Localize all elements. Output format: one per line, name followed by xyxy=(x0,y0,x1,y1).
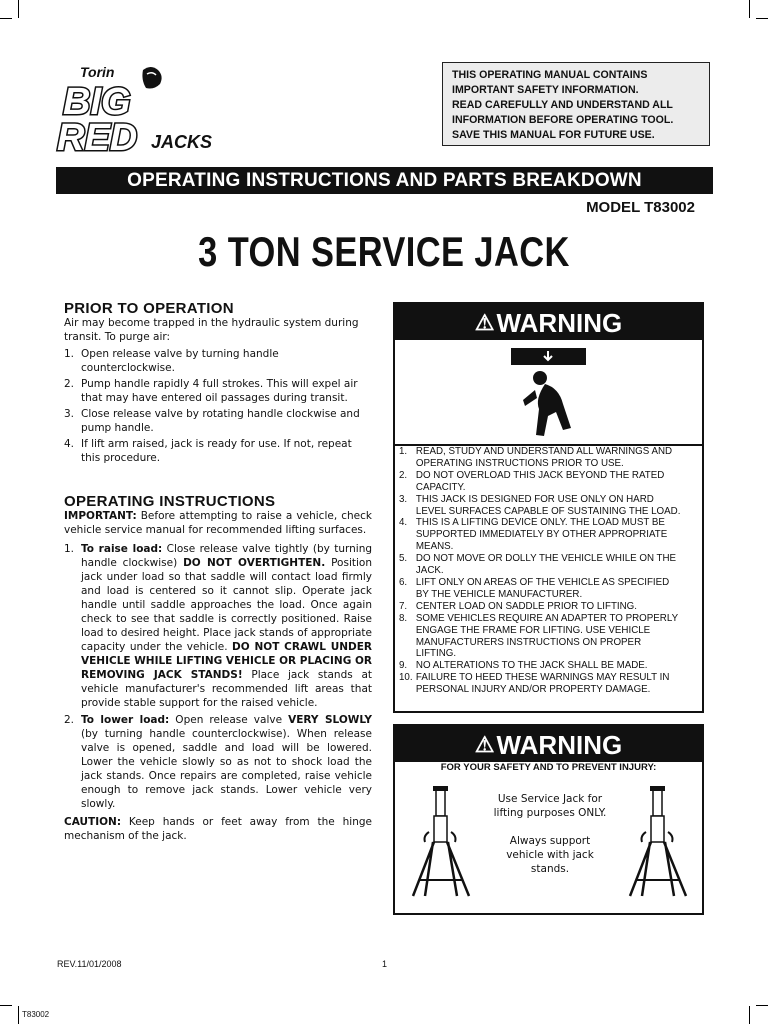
notice-line: IMPORTANT SAFETY INFORMATION. xyxy=(452,84,639,96)
revision-date: REV.11/01/2008 xyxy=(57,959,122,969)
list-item: 1. To raise load: Close release valve tightly (by turning handle clockwise) DO NOT OVERTIGHTEN. Position jack under load so that saddle will contact load firmly and load is centered so it cannot slip. Operate jack handle until saddle approaches the load. Once again check to see that saddle is correctly positioned. Raise load to desired height. Place jack stands of appropriate capacity under the vehicle. DO NOT CRAWL UNDER VEHICLE WHILE LIFTING VEHICLE OR PLACING OR REMOVING JACK STANDS! Place jack stands at vehicle manufacturer's recommended lift areas that provide stable support for the raised vehicle. xyxy=(64,543,373,709)
crop-mark xyxy=(749,1006,750,1024)
crop-mark xyxy=(0,18,12,19)
list-item: 3. THIS JACK IS DESIGNED FOR USE ONLY ON HARD LEVEL SURFACES CAPABLE OF SUSTAINING THE LOAD. xyxy=(399,493,681,517)
crop-mark xyxy=(18,1006,19,1024)
notice-line: READ CAREFULLY AND UNDERSTAND ALL xyxy=(452,99,673,111)
important-note: IMPORTANT: Before attempting to raise a vehicle, check vehicle service manual for recommended lifting surfaces. xyxy=(64,510,372,536)
list-item: 5. DO NOT MOVE OR DOLLY THE VEHICLE WHILE ON THE JACK. xyxy=(399,553,677,577)
crop-mark xyxy=(18,0,19,18)
list-item: 8. SOME VEHICLES REQUIRE AN ADAPTER TO PROPERLY ENGAGE THE FRAME FOR LIFTING. USE VEHICLE MANUFACTURERS INSTRUCTIONS ON PROPER LIFTING. xyxy=(399,612,678,660)
big-red-jacks-logo xyxy=(55,62,240,154)
warning-list xyxy=(399,446,681,696)
warning-box xyxy=(393,302,704,713)
model-number: MODEL T83002 xyxy=(586,199,695,216)
warning-box xyxy=(393,724,704,915)
warning-subtitle: FOR YOUR SAFETY AND TO PREVENT INJURY: xyxy=(440,762,657,773)
notice-line: THIS OPERATING MANUAL CONTAINS xyxy=(452,69,648,81)
jack-stand-icon xyxy=(403,784,481,900)
list-item: 4. THIS IS A LIFTING DEVICE ONLY. THE LOAD MUST BE SUPPORTED IMMEDIATELY BY OTHER APPROPRIATE MEANS. xyxy=(399,517,668,553)
prior-steps xyxy=(64,347,372,465)
logo-big: BIG xyxy=(63,81,131,123)
crop-mark xyxy=(756,18,768,19)
usage-line: Use Service Jack for lifting purposes ONLY. xyxy=(493,793,607,819)
warning-header: ⚠WARNING xyxy=(395,726,702,762)
usage-instructions xyxy=(490,792,610,876)
crop-mark xyxy=(756,1005,768,1006)
prior-heading: PRIOR TO OPERATION xyxy=(64,300,234,317)
operating-heading: OPERATING INSTRUCTIONS xyxy=(64,493,276,510)
list-item: 2. Pump handle rapidly 4 full strokes. This will expel air that may have entered oil passages during transit. xyxy=(64,378,358,404)
document-code: T83002 xyxy=(22,1010,50,1019)
list-item: 10. FAILURE TO HEED THESE WARNINGS MAY RESULT IN PERSONAL INJURY AND/OR PROPERTY DAMAGE. xyxy=(399,672,670,696)
logo-torin: Torin xyxy=(80,64,115,80)
section-banner: OPERATING INSTRUCTIONS AND PARTS BREAKDOWN xyxy=(56,167,713,194)
operating-steps xyxy=(64,542,372,811)
list-item: 1. READ, STUDY AND UNDERSTAND ALL WARNINGS AND OPERATING INSTRUCTIONS PRIOR TO USE. xyxy=(399,446,673,469)
warning-triangle-icon: ⚠ xyxy=(474,310,495,335)
crop-mark xyxy=(0,1005,12,1006)
logo-red: RED xyxy=(57,117,138,154)
list-item: 2. To lower load: Open release valve VERY SLOWLY (by turning handle counterclockwise). When release valve is opened, saddle and load will be lowered. Lower the vehicle slowly so as not to shock load the jack stands. Once repairs are completed, raise vehicle enough to remove jack stands. Lower vehicle very slowly. xyxy=(64,714,372,810)
crop-mark xyxy=(749,0,750,18)
person-under-load-icon xyxy=(395,340,702,444)
caution-note: CAUTION: Keep hands or feet away from the hinge mechanism of the jack. xyxy=(64,816,372,842)
list-item: 4. If lift arm raised, jack is ready for use. If not, repeat this procedure. xyxy=(64,438,352,464)
notice-line: INFORMATION BEFORE OPERATING TOOL. xyxy=(452,114,674,126)
list-item: 9. NO ALTERATIONS TO THE JACK SHALL BE MADE. xyxy=(399,660,648,672)
warning-triangle-icon: ⚠ xyxy=(474,732,495,757)
notice-line: SAVE THIS MANUAL FOR FUTURE USE. xyxy=(452,129,655,141)
list-item: 3. Close release valve by rotating handle clockwise and pump handle. xyxy=(64,408,360,434)
arm-icon xyxy=(142,67,161,89)
crush-hazard-pictogram xyxy=(395,340,702,446)
prior-intro: Air may become trapped in the hydraulic system during transit. To purge air: xyxy=(64,317,359,343)
warning-header: ⚠WARNING xyxy=(395,304,702,340)
list-item: 1. Open release valve by turning handle counterclockwise. xyxy=(64,348,279,374)
left-column xyxy=(64,302,372,843)
page-title: 3 TON SERVICE JACK xyxy=(198,228,570,275)
usage-line: Always support vehicle with jack stands. xyxy=(506,835,594,875)
list-item: 2. DO NOT OVERLOAD THIS JACK BEYOND THE RATED CAPACITY. xyxy=(399,469,665,493)
jack-stand-icon xyxy=(620,784,698,900)
list-item: 6. LIFT ONLY ON AREAS OF THE VEHICLE AS SPECIFIED BY THE VEHICLE MANUFACTURER. xyxy=(399,576,670,600)
list-item: 7. CENTER LOAD ON SADDLE PRIOR TO LIFTING. xyxy=(399,600,637,612)
page-number: 1 xyxy=(382,959,388,969)
safety-notice-box xyxy=(442,62,710,146)
logo-jacks: JACKS xyxy=(151,132,213,152)
